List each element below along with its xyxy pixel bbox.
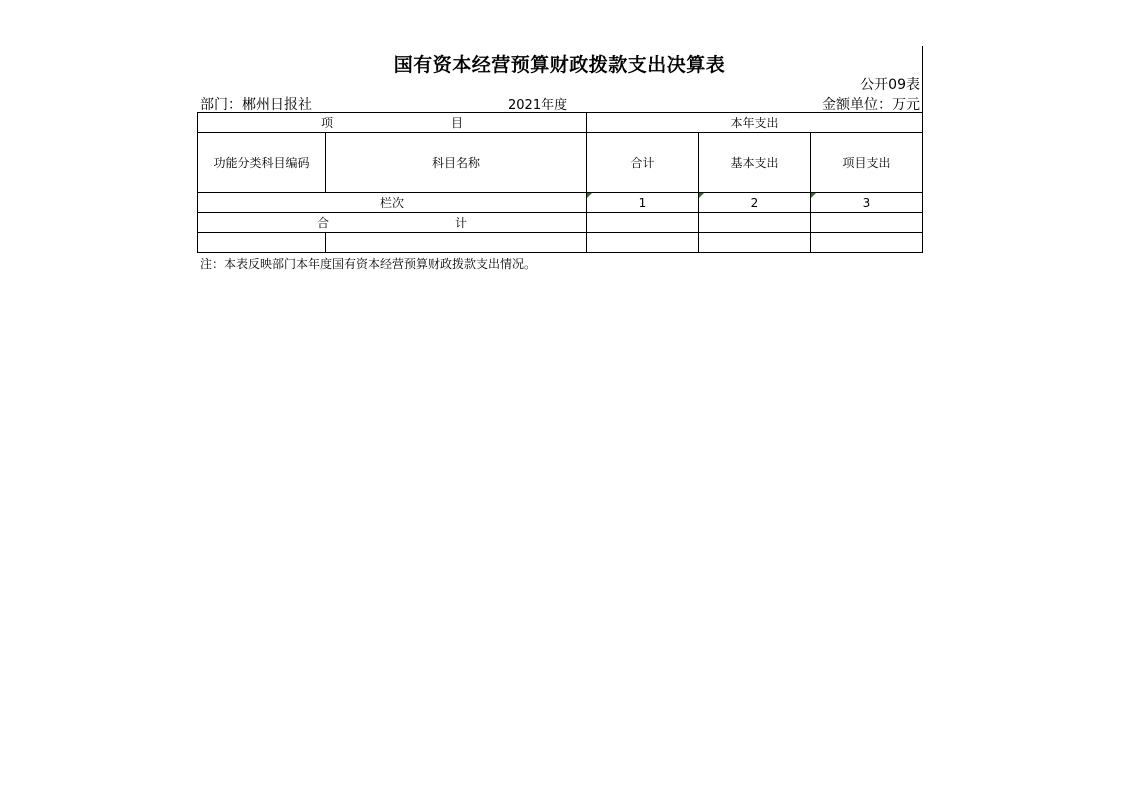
report-title: 国有资本经营预算财政拨款支出决算表 — [393, 54, 726, 76]
report-year: 2021年度 — [508, 98, 568, 113]
total-row — [198, 213, 923, 233]
column-index-row — [198, 193, 923, 213]
department-label: 部门：郴州日报社 — [200, 97, 312, 113]
blank-project-cell[interactable] — [811, 233, 923, 253]
index-cell-3[interactable] — [811, 193, 923, 213]
footer-note: 注：本表反映部门本年度国有资本经营预算财政拨款支出情况。 — [200, 257, 537, 271]
col-code-header[interactable]: 功能分类科目编码 — [198, 133, 326, 193]
blank-code-cell[interactable] — [198, 233, 326, 253]
amount-unit: 金额单位：万元 — [822, 97, 920, 113]
col-name-header[interactable]: 科目名称 — [326, 133, 587, 193]
blank-basic-cell[interactable] — [699, 233, 811, 253]
header-item-left: 项 — [320, 116, 333, 130]
blank-name-cell[interactable] — [326, 233, 587, 253]
header-item-cell[interactable] — [198, 113, 587, 133]
total-sum-cell[interactable] — [587, 213, 699, 233]
col-project-header[interactable]: 项目支出 — [811, 133, 923, 193]
cell-marker-icon — [811, 193, 816, 198]
table-row — [198, 233, 923, 253]
header-row-1 — [198, 113, 923, 133]
col-total-header[interactable]: 合计 — [587, 133, 699, 193]
cell-marker-icon — [699, 193, 704, 198]
page-edge-line — [922, 46, 923, 112]
index-value-1: 1 — [638, 195, 647, 210]
total-label-cell[interactable] — [198, 213, 587, 233]
index-cell-1[interactable] — [587, 193, 699, 213]
row-index-label[interactable]: 栏次 — [198, 193, 587, 213]
index-cell-2[interactable] — [699, 193, 811, 213]
header-current-year-cell[interactable]: 本年支出 — [587, 113, 923, 133]
cell-marker-icon — [587, 193, 592, 198]
header-item-right: 目 — [451, 116, 464, 130]
index-value-2: 2 — [750, 195, 759, 210]
total-project-cell[interactable] — [811, 213, 923, 233]
total-right: 计 — [455, 216, 468, 230]
expenditure-table — [197, 112, 923, 253]
total-left: 合 — [316, 216, 329, 230]
col-basic-header[interactable]: 基本支出 — [699, 133, 811, 193]
total-basic-cell[interactable] — [699, 213, 811, 233]
form-code: 公开09表 — [860, 77, 920, 93]
index-value-3: 3 — [862, 195, 871, 210]
blank-total-cell[interactable] — [587, 233, 699, 253]
header-row-2 — [198, 133, 923, 193]
